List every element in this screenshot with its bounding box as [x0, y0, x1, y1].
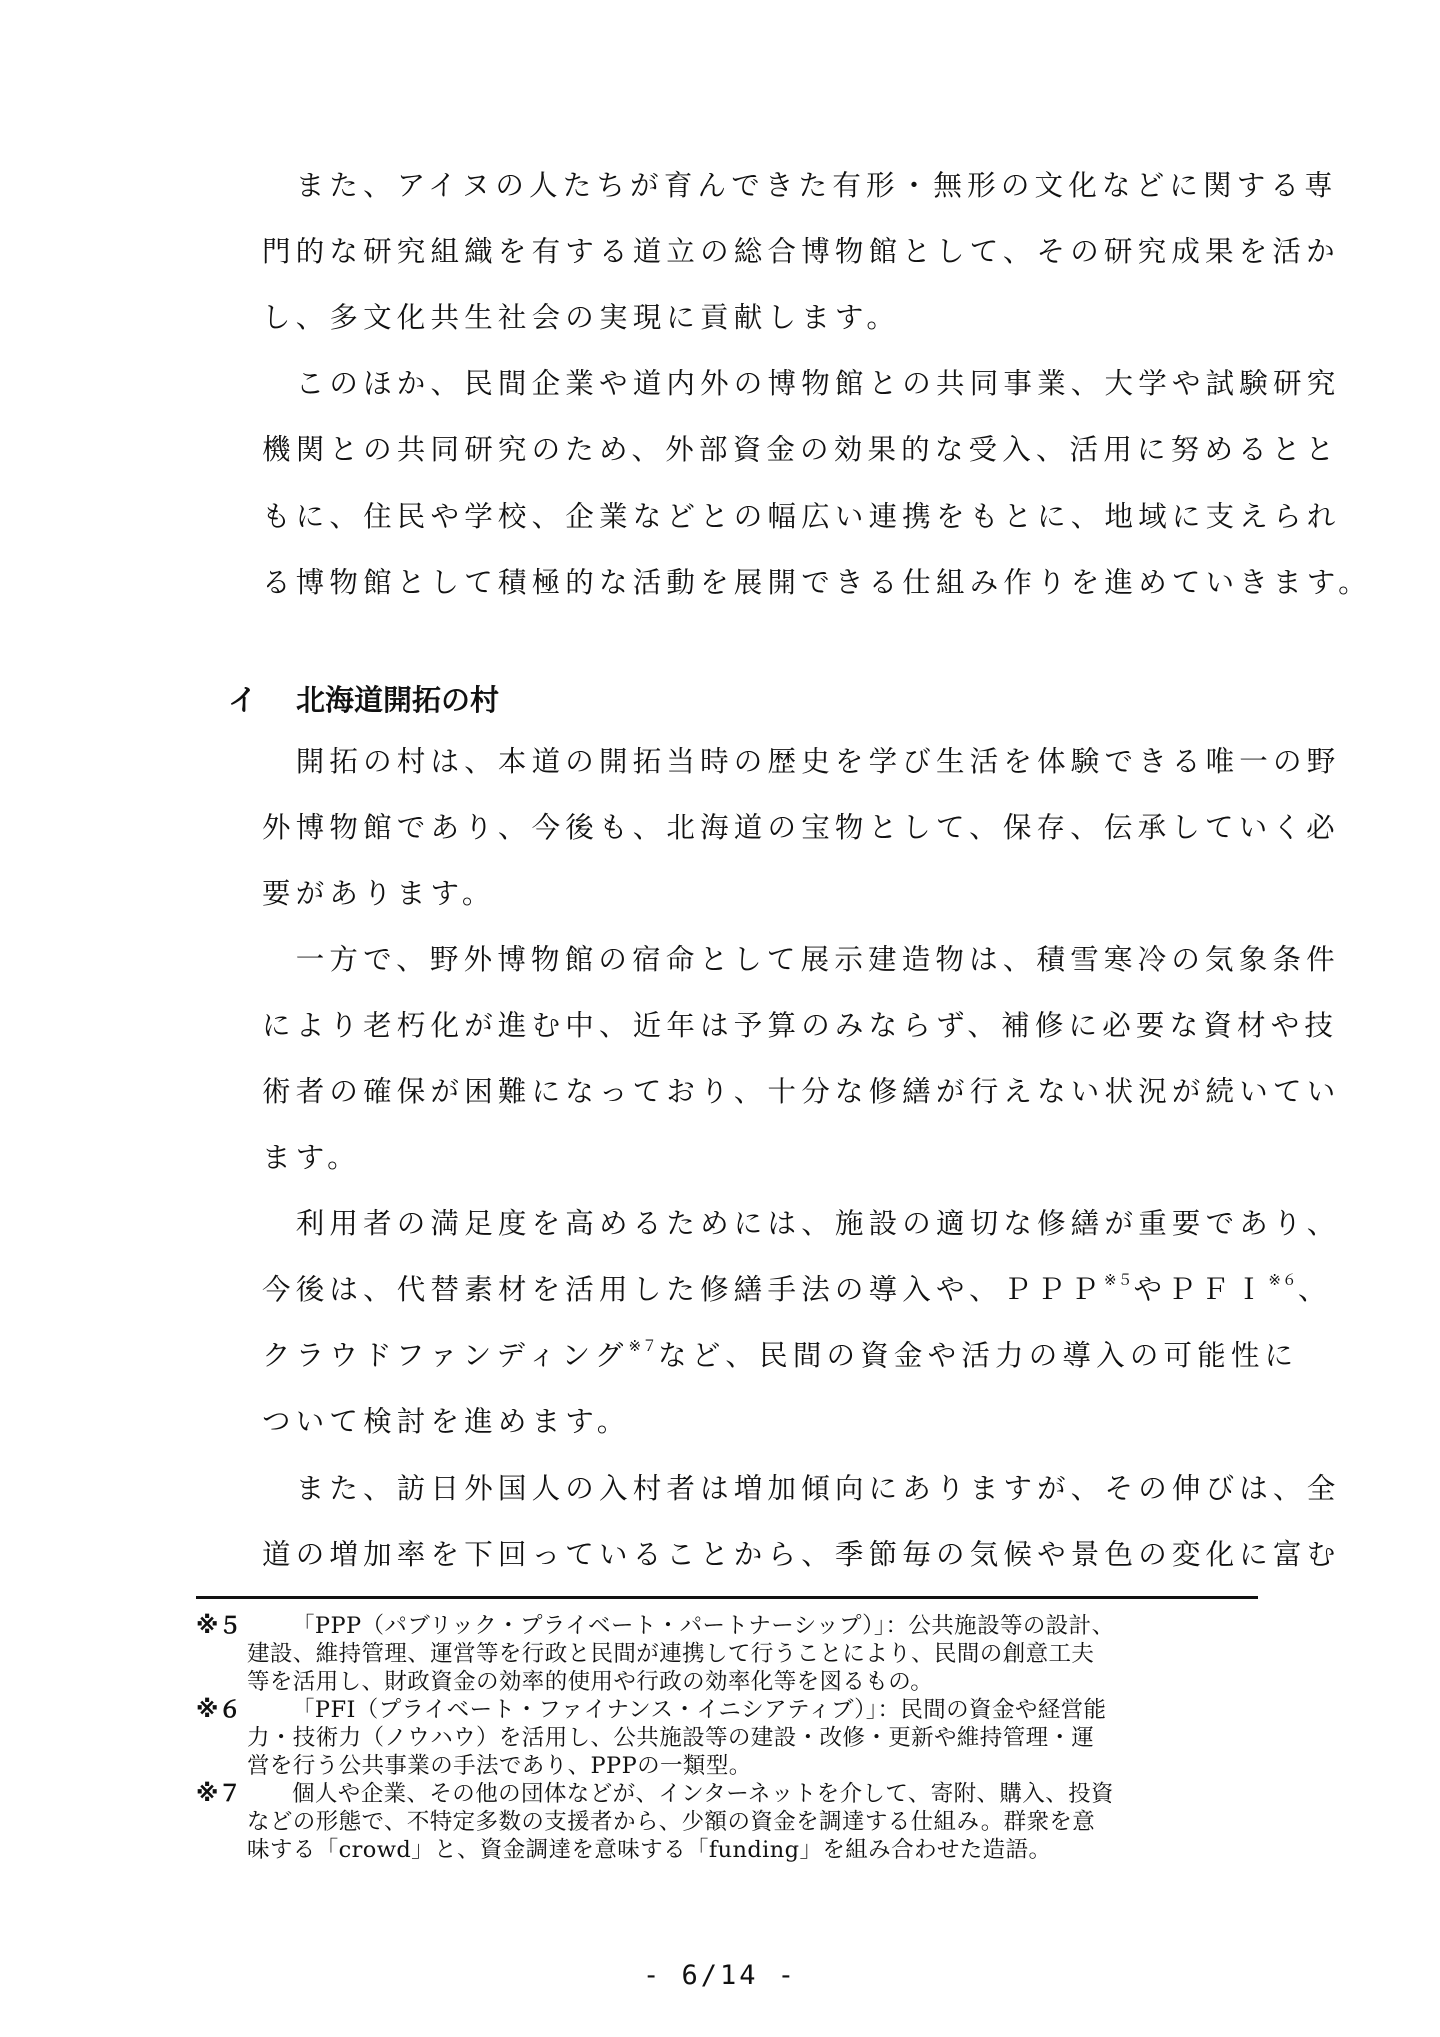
footnote-line: 建設、維持管理、運営等を行政と民間が連携して行うことにより、民間の創意工夫 — [247, 1641, 1095, 1667]
body-line: し、多文化共生社会の実現に貢献します。 — [262, 301, 901, 334]
footnote-ref[interactable]: ※６ — [1268, 1271, 1298, 1289]
body-line-with-footnote-refs: クラウドファンディング$^{※7}$など、民間の資金や活力の導入の可能性に — [262, 1337, 1299, 1372]
footnote-ref[interactable]: ※７ — [628, 1337, 659, 1355]
body-line: 要があります。 — [262, 877, 496, 910]
footnote-mark: ※６ — [196, 1697, 242, 1723]
body-line: 開拓の村は、本道の開拓当時の歴史を学び生活を体験できる唯一の野 — [262, 745, 1341, 778]
body-line: る博物館として積極的な活動を展開できる仕組み作りを進めていきます。 — [262, 566, 1372, 599]
body-line: 利用者の満足度を高めるためには、施設の適切な修繕が重要であり、 — [262, 1207, 1341, 1240]
section-mark: イ — [228, 683, 258, 717]
body-line: ます。 — [262, 1141, 361, 1174]
footnote-line: などの形態で、不特定多数の支援者から、少額の資金を調達する仕組み。群衆を意 — [247, 1809, 1096, 1835]
footnote-line: 「PFI（プライベート・ファイナンス・イニシアティブ）」：民間の資金や経営能 — [292, 1697, 1107, 1723]
section-heading — [228, 680, 499, 720]
footnote-divider — [196, 1596, 1258, 1599]
section-title: 北海道開拓の村 — [296, 683, 500, 717]
footnote-line: 力・技術力（ノウハウ）を活用し、公共施設等の建設・改修・更新や維持管理・運 — [247, 1725, 1095, 1751]
body-line: により老朽化が進む中、近年は予算のみならず、補修に必要な資材や技 — [262, 1009, 1339, 1042]
footnote-line: 味する「crowd」と、資金調達を意味する「funding」を組み合わせた造語。 — [247, 1837, 1052, 1863]
body-line: 一方で、野外博物館の宿命として展示建造物は、積雪寒冷の気象条件 — [262, 943, 1340, 976]
body-line: 外博物館であり、今後も、北海道の宝物として、保存、伝承していく必 — [262, 811, 1340, 844]
footnote-mark: ※７ — [196, 1781, 242, 1807]
footnote-line: 個人や企業、その他の団体などが、インターネットを介して、寄附、購入、投資 — [292, 1781, 1114, 1807]
footnote-line: 「PPP（パブリック・プライベート・パートナーシップ）」：公共施設等の設計、 — [292, 1613, 1115, 1639]
footnote-line: 等を活用し、財政資金の効率的使用や行政の効率化等を図るもの。 — [247, 1669, 934, 1695]
body-line: もに、住民や学校、企業などとの幅広い連携をもとに、地域に支えられ — [262, 500, 1341, 533]
body-line: ついて検討を進めます。 — [262, 1405, 631, 1438]
page-number: - 6/14 - — [642, 1960, 798, 1991]
footnote-ref[interactable]: ※５ — [1103, 1271, 1134, 1289]
body-line: 機関との共同研究のため、外部資金の効果的な受入、活用に努めるとと — [262, 433, 1340, 466]
body-line: 道の増加率を下回っていることから、季節毎の気候や景色の変化に富む — [262, 1538, 1341, 1571]
body-line-with-footnote-refs: 今後は、代替素材を活用した修繕手法の導入や、ＰＰＰ$^{※5}$やＰＦＩ$^{※6}$、 — [262, 1271, 1332, 1306]
body-line: また、訪日外国人の入村者は増加傾向にありますが、その伸びは、全 — [262, 1472, 1341, 1505]
body-line: このほか、民間企業や道内外の博物館との共同事業、大学や試験研究 — [262, 367, 1341, 400]
body-line: また、アイヌの人たちが育んできた有形・無形の文化などに関する専 — [262, 169, 1338, 202]
footnote-mark: ※５ — [196, 1613, 242, 1639]
body-line: 門的な研究組織を有する道立の総合博物館として、その研究成果を活か — [262, 235, 1340, 268]
body-line: 術者の確保が困難になっており、十分な修繕が行えない状況が続いてい — [262, 1075, 1341, 1108]
footnote-line: 営を行う公共事業の手法であり、PPPの一類型。 — [247, 1753, 752, 1779]
